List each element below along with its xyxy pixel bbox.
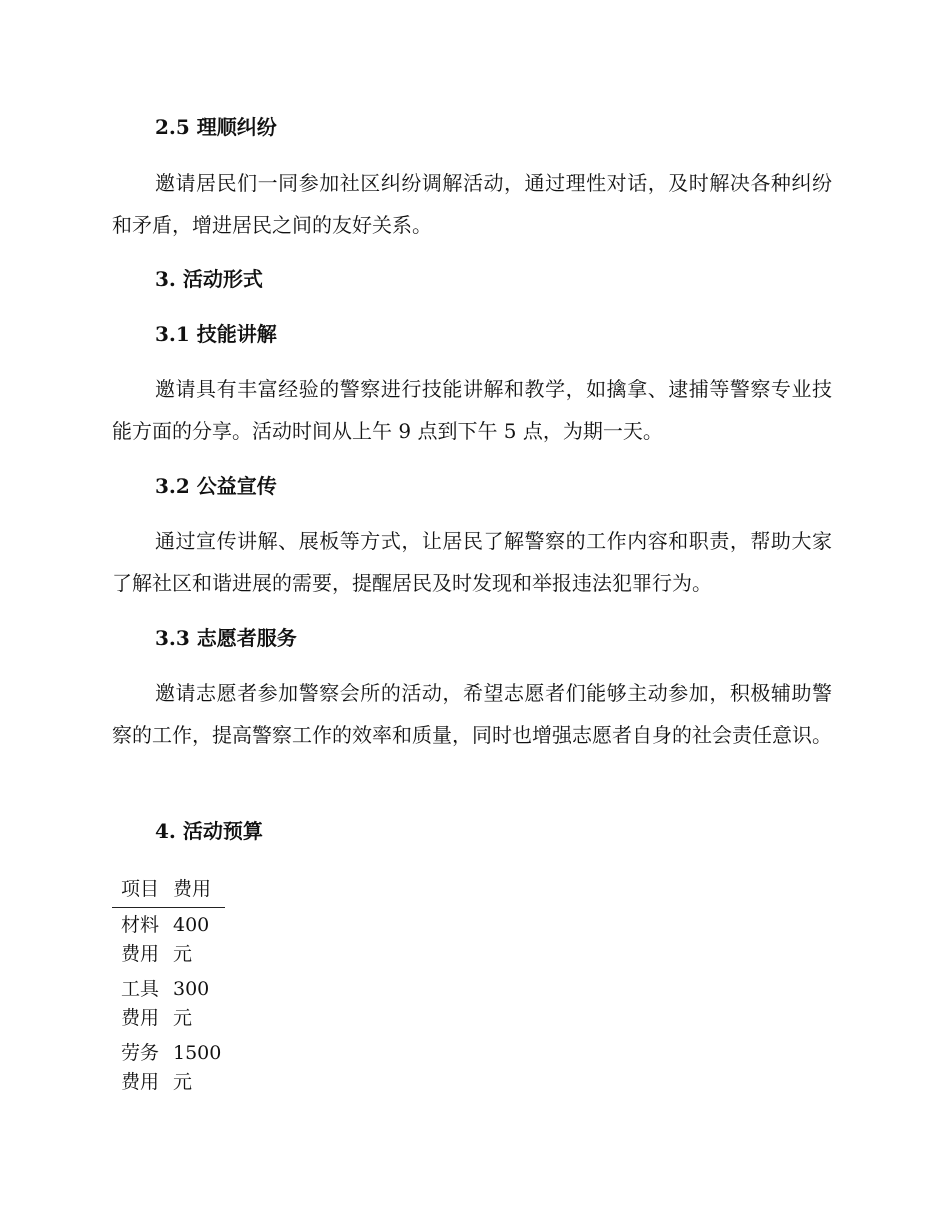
section-heading-4: 4. 活动预算 [155, 819, 263, 843]
section-heading-3-3: 3.3 志愿者服务 [155, 626, 297, 650]
section-heading-2-5: 2.5 理顺纠纷 [155, 115, 277, 139]
budget-cost-cell: 400元 [173, 914, 210, 965]
section-heading-3-2: 3.2 公益宣传 [155, 474, 277, 498]
budget-item-cell: 材料费用 [121, 914, 160, 965]
section-text-3-1: 邀请具有丰富经验的警察进行技能讲解和教学，如擒拿、逮捕等警察专业技能方面的分享。活动时间从上午 9 点到下午 5 点，为期一天。 [112, 377, 832, 443]
section-text-2-5: 邀请居民们一同参加社区纠纷调解活动，通过理性对话，及时解决各种纠纷和矛盾，增进居民之间的友好关系。 [112, 171, 832, 237]
budget-item-cell: 劳务费用 [121, 1042, 160, 1093]
table-row [112, 908, 225, 973]
table-row [112, 972, 225, 1036]
budget-cost-cell: 300元 [173, 978, 210, 1029]
table-row [112, 1036, 225, 1100]
budget-item-cell: 工具费用 [121, 978, 160, 1029]
budget-header-item: 项目 [112, 873, 164, 908]
section-heading-3: 3. 活动形式 [155, 267, 263, 291]
budget-cost-cell: 1500元 [173, 1042, 222, 1093]
budget-table-header-row [112, 873, 225, 908]
section-text-3-2: 通过宣传讲解、展板等方式，让居民了解警察的工作内容和职责，帮助大家了解社区和谐进展的需要，提醒居民及时发现和举报违法犯罪行为。 [112, 529, 832, 595]
budget-table [112, 873, 225, 1100]
section-text-3-3: 邀请志愿者参加警察会所的活动，希望志愿者们能够主动参加，积极辅助警察的工作，提高警察工作的效率和质量，同时也增强志愿者自身的社会责任意识。 [112, 681, 832, 747]
budget-header-cost: 费用 [164, 873, 225, 908]
section-heading-3-1: 3.1 技能讲解 [155, 322, 277, 346]
